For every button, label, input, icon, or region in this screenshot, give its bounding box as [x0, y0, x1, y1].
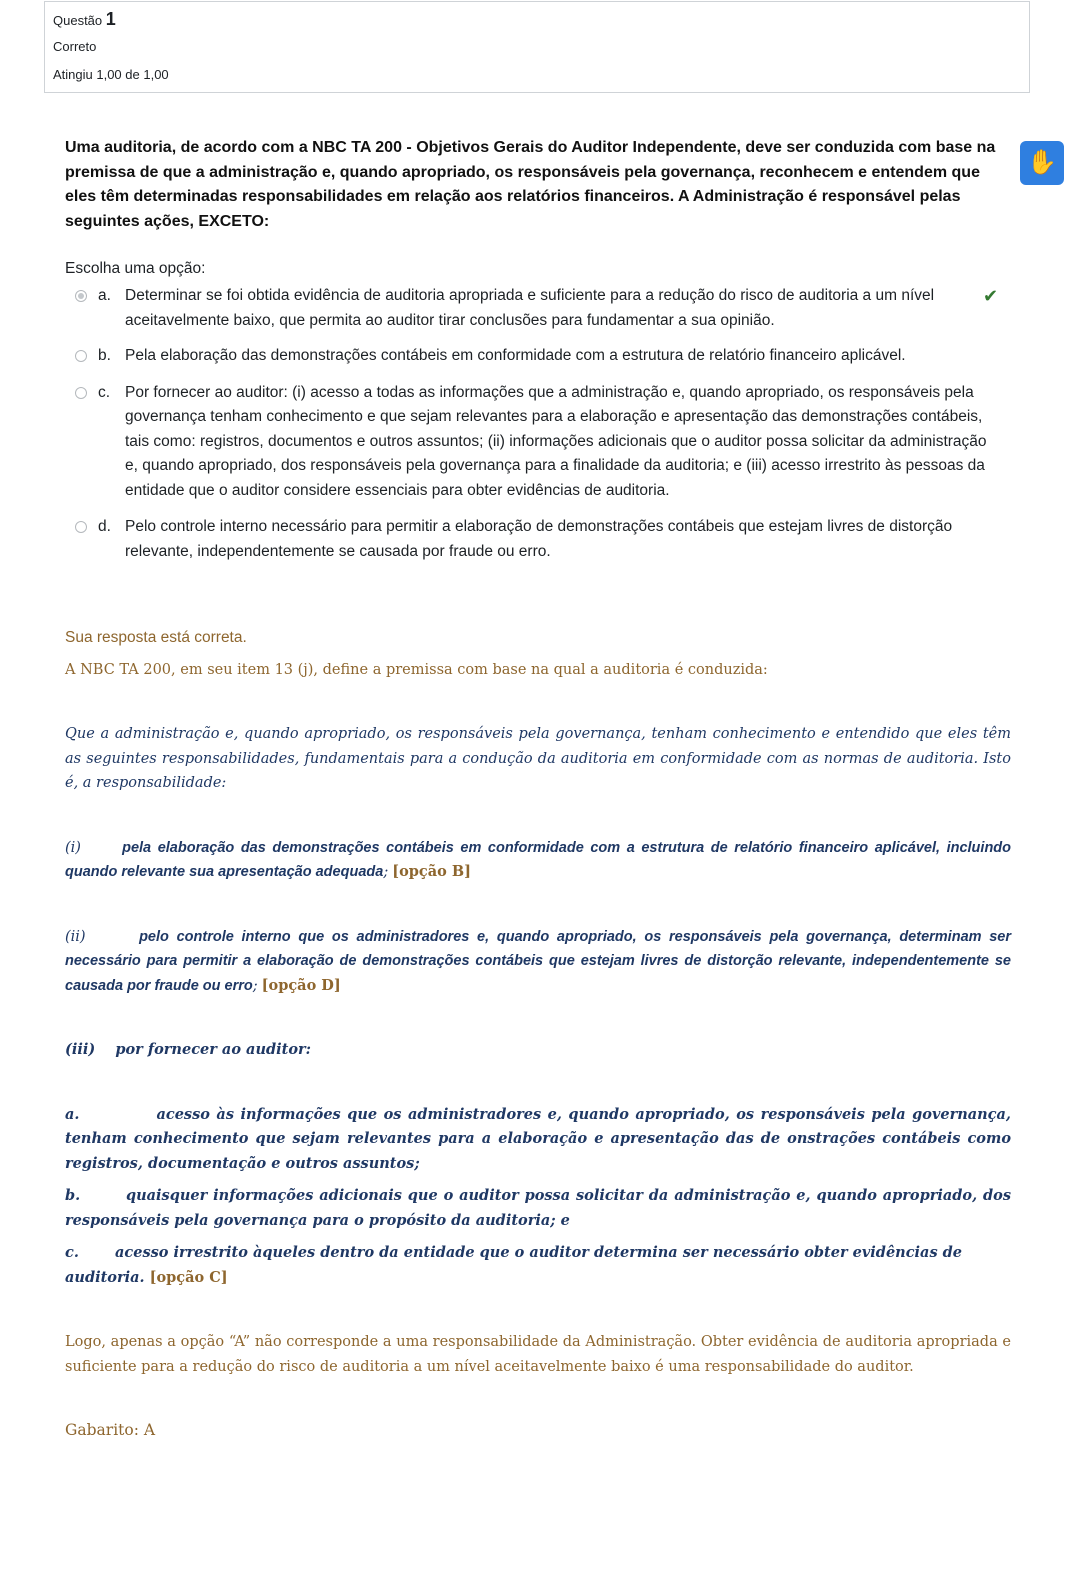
- choose-option-prompt: Escolha uma opção:: [65, 260, 206, 277]
- sign-language-icon: ✋: [1027, 149, 1057, 176]
- question-number: 1: [105, 9, 116, 29]
- radio-b[interactable]: [75, 350, 87, 362]
- feedback-section: [65, 626, 1011, 1455]
- sub-a-label: a.: [65, 1105, 80, 1123]
- sub-b-text: quaisquer informações adicionais que o auditor possa solicitar da administração e, quando apropriado, dos responsáveis pela governança para o propósito da auditoria; e: [65, 1187, 1011, 1229]
- answer-letter: b.: [98, 347, 111, 364]
- sub-c-label: c.: [65, 1244, 79, 1261]
- answer-option-c[interactable]: [65, 381, 1013, 504]
- answer-key: Gabarito: A: [65, 1421, 156, 1439]
- feedback-item-ii: (ii) pelo controle interno que os administradores e, quando apropriado, os responsáveis pela governança, determinam ser necessário para permitir a elaboração de demonstrações contábeis que estejam livres de distorção relevante, independentemente se causada por fraude ou erro; [opção D]: [65, 928, 1012, 994]
- radio-a[interactable]: [75, 290, 87, 302]
- sub-b-label: b.: [65, 1187, 81, 1204]
- question-grade: Atingiu 1,00 de 1,00: [53, 67, 169, 82]
- feedback-sub-a: [65, 1103, 1011, 1177]
- feedback-correct: Sua resposta está correta.: [65, 629, 247, 646]
- question-text: Uma auditoria, de acordo com a NBC TA 200 - Objetivos Gerais do Auditor Independente, deve ser conduzida com base na premissa de que a administração e, quando apropriado, os responsáveis pela governança, reconhecem e entendem que eles têm determinadas responsabilidades em relação aos relatórios financeiros. A Administração é responsável pelas seguintes ações, EXCETO:: [65, 139, 996, 230]
- question-info-box: [44, 1, 1030, 93]
- answer-letter: c.: [98, 383, 111, 401]
- answer-letter: d.: [98, 518, 111, 535]
- item-i-tag: [opção B]: [392, 863, 471, 880]
- item-ii-text: pelo controle interno que os administradores e, quando apropriado, os responsáveis pela governança, determinam ser necessário para permitir a elaboração de demonstrações contábeis que estejam livres de distorção relevante, independentemente se causada por fraude ou erro: [65, 928, 1012, 994]
- answer-letter: a.: [98, 287, 111, 304]
- sub-a-text: acesso às informações que os administradores e, quando apropriado, os responsáveis pela governança, tenham conhecimento que sejam relevantes para a elaboração e apresentação das de onstrações contábeis como registros, documentação e outros assuntos;: [65, 1105, 1011, 1172]
- question-label: Questão: [53, 13, 103, 28]
- feedback-conclusion: Logo, apenas a opção “A” não corresponde a uma responsabilidade da Administração. Obter evidência de auditoria apropriada e suficiente para a redução do risco de auditoria a um nível aceitavelmente baixo é uma responsabilidade do auditor.: [65, 1334, 1011, 1375]
- radio-d[interactable]: [75, 521, 87, 533]
- answer-option-d[interactable]: [65, 515, 1013, 564]
- question-number-row: [53, 8, 1029, 36]
- sub-c-tag: [opção C]: [149, 1268, 228, 1286]
- feedback-sub-b: [65, 1184, 1011, 1233]
- answer-text: Por fornecer ao auditor: (i) acesso a todas as informações que a administração e, quando apropriado, os responsáveis pela governança tenham conhecimento e que sejam relevantes para a elaboração e apresentação das demonstrações contábeis, tais como: registros, documentos e outros assuntos; (ii) informações adicionais que o auditor possa solicitar da administração e, quando apropriado, dos responsáveis pela governança para a finalidade da auditoria; e (iii) acesso irrestrito às pessoas da entidade que o auditor considere essenciais para obter evidências de auditoria.: [125, 383, 987, 499]
- answer-option-a[interactable]: [65, 284, 1013, 333]
- item-ii-tag: [opção D]: [261, 976, 341, 994]
- answer-option-b[interactable]: [65, 344, 1013, 369]
- feedback-quote: Que a administração e, quando apropriado, os responsáveis pela governança, tenham conhecimento e entendido que eles têm as seguintes responsabilidades, fundamentais para a condução da auditoria em conformidade com as normas de auditoria. Isto é, a responsabilidade:: [65, 726, 1011, 791]
- feedback-item-i: (i) pela elaboração das demonstrações contábeis em conformidade com a estrutura de relatório financeiro aplicável, incluindo quando relevante sua apresentação adequada; [opção B]: [65, 839, 1012, 880]
- answer-text: Pelo controle interno necessário para permitir a elaboração de demonstrações contábeis que estejam livres de distorção relevante, independentemente se causada por fraude ou erro.: [125, 518, 953, 560]
- item-i-label: (i): [65, 839, 81, 856]
- question-content: [65, 136, 1013, 564]
- answer-text: Determinar se foi obtida evidência de auditoria apropriada e suficiente para a redução do risco de auditoria a um nível aceitavelmente baixo, que permita ao auditor tirar conclusões para fundamentar a sua opinião.: [125, 287, 935, 329]
- feedback-item-iii: [65, 1038, 1011, 1063]
- accessibility-button[interactable]: [1020, 141, 1064, 185]
- item-i-text: pela elaboração das demonstrações contábeis em conformidade com a estrutura de relatório financeiro aplicável, incluindo quando relevante sua apresentação adequada: [65, 839, 1012, 880]
- feedback-intro: A NBC TA 200, em seu item 13 (j), define a premissa com base na qual a auditoria é conduzida:: [65, 662, 768, 678]
- feedback-sub-c: [65, 1241, 1011, 1290]
- question-status: Correto: [53, 39, 97, 54]
- answer-list: [65, 284, 1013, 564]
- item-iii-text: por fornecer ao auditor:: [115, 1041, 311, 1058]
- answer-text: Pela elaboração das demonstrações contábeis em conformidade com a estrutura de relatório financeiro aplicável.: [125, 347, 906, 364]
- item-iii-label: (iii): [65, 1041, 96, 1058]
- sub-c-text: acesso irrestrito àqueles dentro da entidade que o auditor determina ser necessário obter evidências de auditoria.: [65, 1244, 963, 1286]
- item-ii-label: (ii): [65, 928, 86, 945]
- radio-c[interactable]: [75, 387, 87, 399]
- check-icon: ✔: [983, 286, 999, 306]
